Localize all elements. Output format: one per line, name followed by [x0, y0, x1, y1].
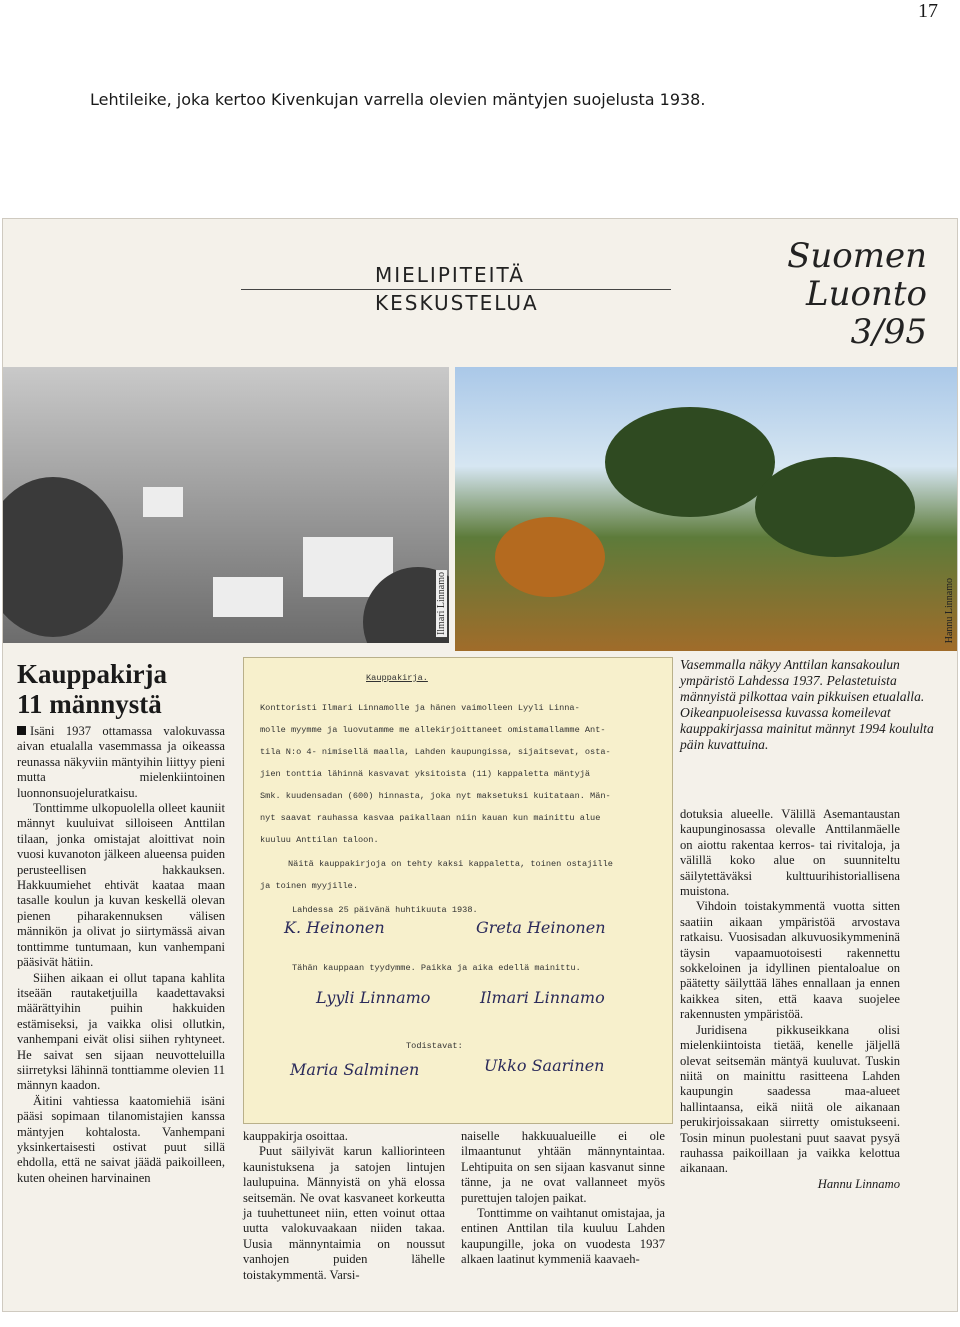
section-heading-1: MIELIPITEITÄ — [375, 263, 525, 287]
deed-signature: K. Heinonen — [284, 918, 385, 937]
article-title-line-2: 11 männystä — [17, 689, 162, 719]
paragraph: Tonttimme on vaihtanut omistajaa, ja entinen Anttilan tila kuuluu Lahden kaupungille, joka on vuodesta 1937 alkaen laatinut kymmeniä kaavaeh- — [461, 1206, 665, 1267]
page-number: 17 — [918, 0, 938, 22]
photo-house — [143, 487, 183, 517]
photo-pine — [755, 457, 915, 557]
sale-deed-document — [243, 657, 673, 1124]
article-title-line-1: Kauppakirja — [17, 659, 168, 689]
photo-1937-school — [3, 367, 449, 643]
photo-right-credit: Hannu Linnamo — [944, 577, 955, 643]
deed-line: Konttoristi Ilmari Linnamolle ja hänen vaimolleen Lyyli Linna- — [260, 703, 580, 713]
deed-witness-label: Todistavat: — [406, 1041, 463, 1051]
author-signature: Hannu Linnamo — [817, 1176, 900, 1191]
square-bullet-icon — [17, 726, 26, 735]
deed-signature: Ukko Saarinen — [484, 1056, 605, 1075]
paragraph: Tonttimme ulkopuolella olleet kauniit männyt kuuluivat silloiseen Anttilan tilaan, jonka omistajat aloittivat noin vuosi kuvanoton jälkeen alueensa puiden perusteellisen hakkauksen. Hakkuumiehet ehtivät kaataa maan tasalle koulun ja kuvan keskellä olevan pienen piharakennuksen välisen männikön ja olivat jo siirtymässä aivan tonttimme tuntumaan, kun vanhempani pääsivät hätiin. — [17, 801, 225, 970]
photo-pine — [3, 477, 123, 637]
handwritten-issue: 3/95 — [850, 312, 927, 352]
article-column-left — [17, 724, 225, 1186]
deed-line: Smk. kuudensadan (600) hinnasta, joka nyt maksetuksi kuitataan. Män- — [260, 791, 611, 801]
handwritten-source-note — [662, 237, 927, 351]
deed-line: tila N:o 4- nimisellä maalla, Lahden kaupungissa, sijaitsevat, osta- — [260, 747, 611, 757]
paragraph: naiselle hakkuualueille ei ole ilmaantunut yhtään männyntaintaa. Lehtipuita on sen sijaan kasvanut sinne tänne, ja ne ovat vallanneet myös purettujen talojen paikat. — [461, 1129, 665, 1205]
paragraph: kauppakirja osoittaa. — [243, 1129, 348, 1143]
deed-line: jien tonttia lähinnä kasvavat yksitoista (11) kappaletta mäntyjä — [260, 769, 591, 779]
deed-signature: Greta Heinonen — [476, 918, 606, 937]
photo-pine — [605, 407, 775, 517]
deed-line: ja toinen myyjille. — [260, 881, 358, 891]
paragraph: Äitini vahtiessa kaatomiehiä isäni pääsi sopimaan tilanomistajien kanssa mäntyjen kohtalosta. Vanhempani yksinkertaisesti ostivat puut sillä ehdolla, että ne saivat jäädä paikoilleen, kuten oheinen harvinainen — [17, 1093, 225, 1185]
deed-line: nyt saavat rauhassa kasvaa paikallaan niin kauan kun mainittu alue — [260, 813, 601, 823]
photo-pine — [495, 517, 605, 597]
paragraph: Juridisena pikkuseikkana olisi mielenkiintoista tietää, kenelle jäljellä olevat seitsemän mäntyä kuuluvat. Tuskin niitä on mainittu rasitteena Lahden kaupungin saadessa maa-alueet hallintaansa, eikä niitä ole aikanaan perukirjoissakaan siirretty omistukseeni. Tosin minun puolestani puut saavat pysyä rauhassa paikoillaan ja vaikka kelottua aikanaan. — [680, 1022, 900, 1176]
section-heading-2: KESKUSTELUA — [375, 291, 539, 315]
deed-line: molle myymme ja luovutamme me allekirjoittaneet omistamallamme Ant- — [260, 725, 606, 735]
deed-signature: Lyyli Linnamo — [316, 988, 431, 1007]
paragraph: Siihen aikaan ei ollut tapana kahlita itseään rautaketjuilla kaadettavaksi määrättyihin puihin hakkuiden estämiseksi, ja vaikka olisi ollutkin, vanhempani eivät olisi siihen ryhtyneet. He saivat sen sijaan neuvotteluilla siirretyksi lähinnä tonttiamme olevien 11 männyn kaadon. — [17, 970, 225, 1093]
paragraph: Vihdoin toistakymmentä vuotta sitten saatiin aikaan ympäristöä arvostava ratkaisu. Vuosisadan alkuvuosikymmeninä täysin vapaamuotoisesti rakennettu sokkeloinen ja idyllinen pientaloalue on päätetty säilyttää lähes ennallaan ja ennen kaikkea siten, että kaava suojelee rakennusten ympäristöä. — [680, 899, 900, 1022]
photo-left-credit: Ilmari Linnamo — [436, 571, 447, 635]
article-column-bottom-2 — [461, 1129, 665, 1268]
paragraph: dotuksia alueelle. Välillä Asemantaustan kaupunginosassa olevalle Anttilanmäelle on aiottu rakentaa kerros- tai rivitaloja, ja välillä koko alue on suunniteltu säilytettäväksi kulttuurihistoriallisena muistona. — [680, 807, 900, 899]
paragraph: Isäni 1937 ottamassa valokuvassa aivan etualalla vasemmassa ja oikeassa reunassa näkyviin mäntyihin liittyy pieni mutta mielenkiintoinen luonnonsuojeluratkaisu. — [17, 724, 225, 800]
handwritten-source: Suomen Luonto — [787, 236, 927, 314]
deed-line: Näitä kauppakirjoja on tehty kaksi kappaletta, toinen ostajille — [288, 859, 613, 869]
deed-heading: Kauppakirja. — [366, 673, 428, 683]
deed-signature: Ilmari Linnamo — [480, 988, 605, 1007]
photo-caption: Vasemmalla näkyy Anttilan kansakoulun ympäristö Lahdessa 1937. Pelastetuista männyistä pilkottaa vain pikkuisen etualalla. Oikeanpuoleisessa kuvassa komeilevat kauppakirjassa mainitut männyt 1994 koululta päin kuvattuina. — [680, 657, 934, 752]
article-title — [17, 659, 167, 719]
section-rule — [241, 289, 671, 290]
newspaper-clipping — [2, 218, 958, 1312]
article-column-right — [680, 807, 900, 1192]
article-column-bottom-1 — [243, 1129, 445, 1283]
deed-line: Tähän kauppaan tyydymme. Paikka ja aika edellä mainittu. — [292, 963, 581, 973]
deed-signature: Maria Salminen — [290, 1060, 420, 1079]
photo-1994-pines — [455, 367, 957, 651]
deed-line: Lahdessa 25 päivänä huhtikuuta 1938. — [292, 905, 478, 915]
photo-house — [213, 577, 283, 617]
page-caption: Lehtileike, joka kertoo Kivenkujan varrella olevien mäntyjen suojelusta 1938. — [90, 90, 706, 109]
deed-line: kuuluu Anttilan taloon. — [260, 835, 379, 845]
paragraph: Puut säilyivät karun kalliorinteen kaunistuksena ja satojen lintujen laulupuina. Männyistä on yhä elossa seitsemän. Ne ovat kasvaneet korkeutta ja tuuhettuneet niin, etten voinut ottaa uutta valokuvaakaan niiden takaa. Uusia männyntaimia on noussut vanhojen puiden lähelle toistakymmentä. Varsi- — [243, 1144, 445, 1282]
